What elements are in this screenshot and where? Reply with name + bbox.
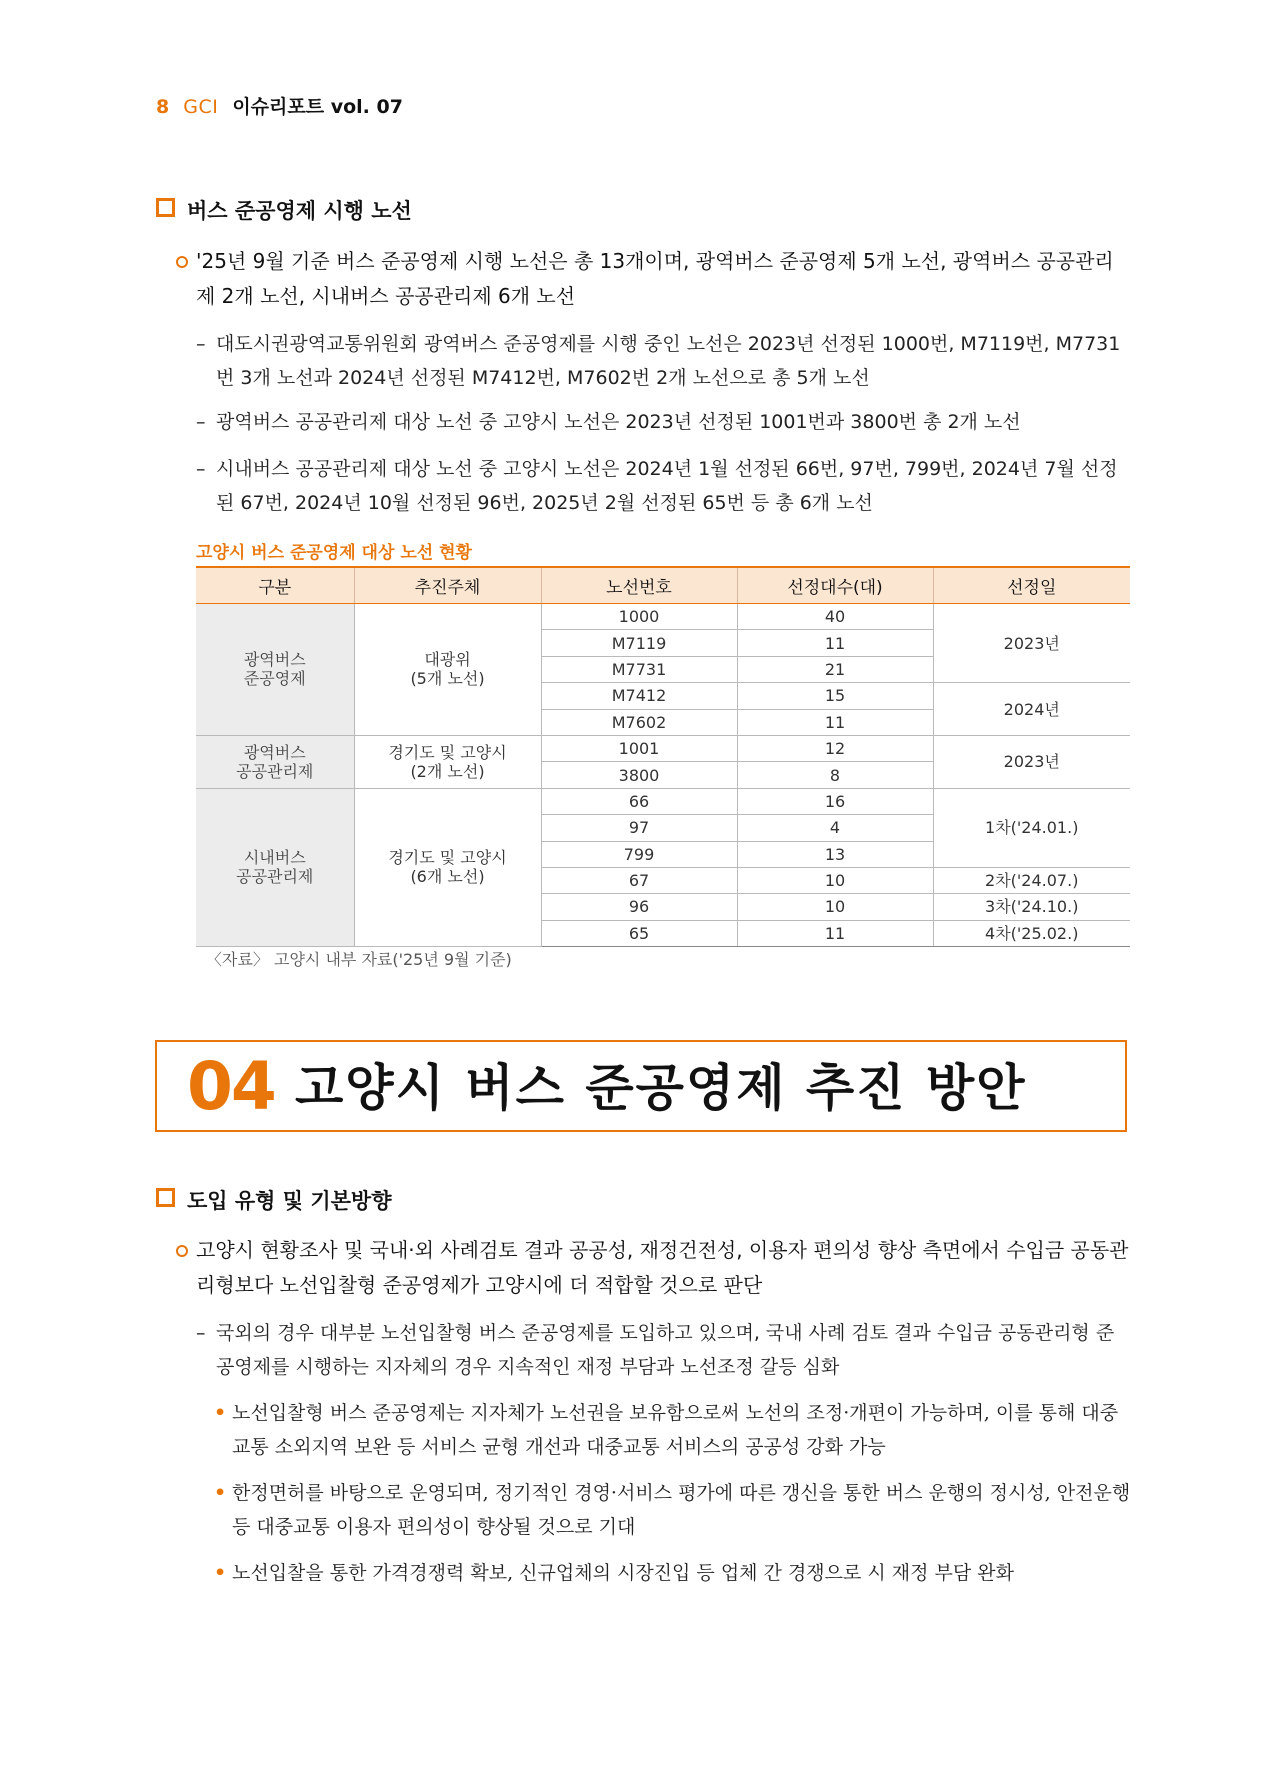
section2-circle-item: 고양시 현황조사 및 국내·외 사례검토 결과 공공성, 재정건전성, 이용자 편의성 향상 측면에서 수입금 공동관리형보다 노선입찰형 준공영제가 고양시에 더 적합할 것으로 판단 [196, 1233, 1131, 1303]
routes-table [196, 566, 1130, 947]
table-title: 고양시 버스 준공영제 대상 노선 현황 [196, 543, 472, 563]
section1-dash-item: – 대도시권광역교통위원회 광역버스 준공영제를 시행 중인 노선은 2023년 선정된 1000번, M7119번, M7731번 3개 노선과 2024년 선정된 M7412번, M7602번 2개 노선으로 총 5개 노선 [216, 327, 1131, 395]
route-cell: 799 [541, 841, 737, 867]
agency-cell: 대광위 (5개 노선) [354, 604, 541, 736]
column-header: 구분 [196, 567, 354, 604]
count-cell: 10 [737, 894, 933, 920]
agency-cell: 경기도 및 고양시 (2개 노선) [354, 735, 541, 788]
section1-circle-item: '25년 9월 기준 버스 준공영제 시행 노선은 총 13개이며, 광역버스 준공영제 5개 노선, 광역버스 공공관리제 2개 노선, 시내버스 공공관리제 6개 노선 [196, 244, 1131, 314]
route-cell: M7731 [541, 656, 737, 682]
dash-bullet: – [196, 458, 206, 480]
dash-bullet: – [196, 411, 206, 433]
route-cell: 67 [541, 867, 737, 893]
date-cell: 2024년 [933, 683, 1130, 736]
square-bullet-icon [156, 198, 175, 217]
count-cell: 11 [737, 920, 933, 946]
table-row [196, 735, 1130, 761]
route-cell: 97 [541, 815, 737, 841]
category-cell: 광역버스 준공영제 [196, 604, 354, 736]
column-header: 추진주체 [354, 567, 541, 604]
column-header: 선정대수(대) [737, 567, 933, 604]
date-cell: 2023년 [933, 604, 1130, 683]
table-source-note: 〈자료〉 고양시 내부 자료('25년 9월 기준) [206, 950, 512, 969]
count-cell: 12 [737, 735, 933, 761]
count-cell: 4 [737, 815, 933, 841]
chapter-box [155, 1040, 1127, 1132]
category-cell: 광역버스 공공관리제 [196, 735, 354, 788]
section1-dash-item: – 광역버스 공공관리제 대상 노선 중 고양시 노선은 2023년 선정된 1001번과 3800번 총 2개 노선 [216, 405, 1131, 439]
category-cell: 시내버스 공공관리제 [196, 788, 354, 946]
page-number: 8 [156, 96, 170, 118]
page-header [156, 94, 403, 120]
count-cell: 15 [737, 683, 933, 709]
dash-bullet: – [196, 333, 206, 355]
route-cell: 66 [541, 788, 737, 814]
section1-dash-item: – 시내버스 공공관리제 대상 노선 중 고양시 노선은 2024년 1월 선정된 66번, 97번, 799번, 2024년 7월 선정된 67번, 2024년 10월 선정된 96번, 2025년 2월 선정된 65번 등 총 6개 노선 [216, 452, 1131, 520]
count-cell: 21 [737, 656, 933, 682]
date-cell: 3차('24.10.) [933, 894, 1130, 920]
org-name: GCI [183, 96, 219, 118]
section-heading-2: 도입 유형 및 기본방향 [156, 1186, 392, 1216]
table-header-row [196, 567, 1130, 604]
route-cell: M7119 [541, 630, 737, 656]
table-row [196, 788, 1130, 814]
route-cell: 96 [541, 894, 737, 920]
route-cell: 3800 [541, 762, 737, 788]
table-row [196, 604, 1130, 630]
square-bullet-icon [156, 1188, 175, 1207]
section2-dash-item: – 국외의 경우 대부분 노선입찰형 버스 준공영제를 도입하고 있으며, 국내 사례 검토 결과 수입금 공동관리형 준공영제를 시행하는 지자체의 경우 지속적인 재정 부담과 노선조정 갈등 심화 [216, 1316, 1131, 1384]
date-cell: 1차('24.01.) [933, 788, 1130, 867]
count-cell: 40 [737, 604, 933, 630]
count-cell: 10 [737, 867, 933, 893]
section2-dot-item: • 한정면허를 바탕으로 운영되며, 정기적인 경영·서비스 평가에 따른 갱신을 통한 버스 운행의 정시성, 안전운행 등 대중교통 이용자 편의성이 향상될 것으로 기대 [232, 1476, 1131, 1544]
orange-dot-bullet: • [214, 1402, 227, 1424]
date-cell: 4차('25.02.) [933, 920, 1130, 946]
date-cell: 2차('24.07.) [933, 867, 1130, 893]
route-cell: 1001 [541, 735, 737, 761]
count-cell: 11 [737, 709, 933, 735]
agency-cell: 경기도 및 고양시 (6개 노선) [354, 788, 541, 946]
count-cell: 11 [737, 630, 933, 656]
circle-bullet-icon [176, 1245, 188, 1257]
section-heading-1: 버스 준공영제 시행 노선 [156, 196, 412, 226]
date-cell: 2023년 [933, 735, 1130, 788]
count-cell: 13 [737, 841, 933, 867]
report-title: 이슈리포트 vol. 07 [232, 96, 403, 118]
circle-bullet-icon [176, 256, 188, 268]
orange-dot-bullet: • [214, 1482, 227, 1504]
chapter-number: 04 [187, 1048, 275, 1125]
count-cell: 16 [737, 788, 933, 814]
column-header: 선정일 [933, 567, 1130, 604]
route-cell: M7412 [541, 683, 737, 709]
route-cell: M7602 [541, 709, 737, 735]
section2-dot-item: • 노선입찰형 버스 준공영제는 지자체가 노선권을 보유함으로써 노선의 조정·개편이 가능하며, 이를 통해 대중교통 소외지역 보완 등 서비스 균형 개선과 대중교통 서비스의 공공성 강화 가능 [232, 1396, 1131, 1464]
count-cell: 8 [737, 762, 933, 788]
chapter-title: 고양시 버스 준공영제 추진 방안 [295, 1059, 1027, 1117]
column-header: 노선번호 [541, 567, 737, 604]
route-cell: 65 [541, 920, 737, 946]
section2-dot-item: • 노선입찰을 통한 가격경쟁력 확보, 신규업체의 시장진입 등 업체 간 경쟁으로 시 재정 부담 완화 [232, 1556, 1131, 1590]
route-cell: 1000 [541, 604, 737, 630]
orange-dot-bullet: • [214, 1562, 227, 1584]
dash-bullet: – [196, 1322, 206, 1344]
